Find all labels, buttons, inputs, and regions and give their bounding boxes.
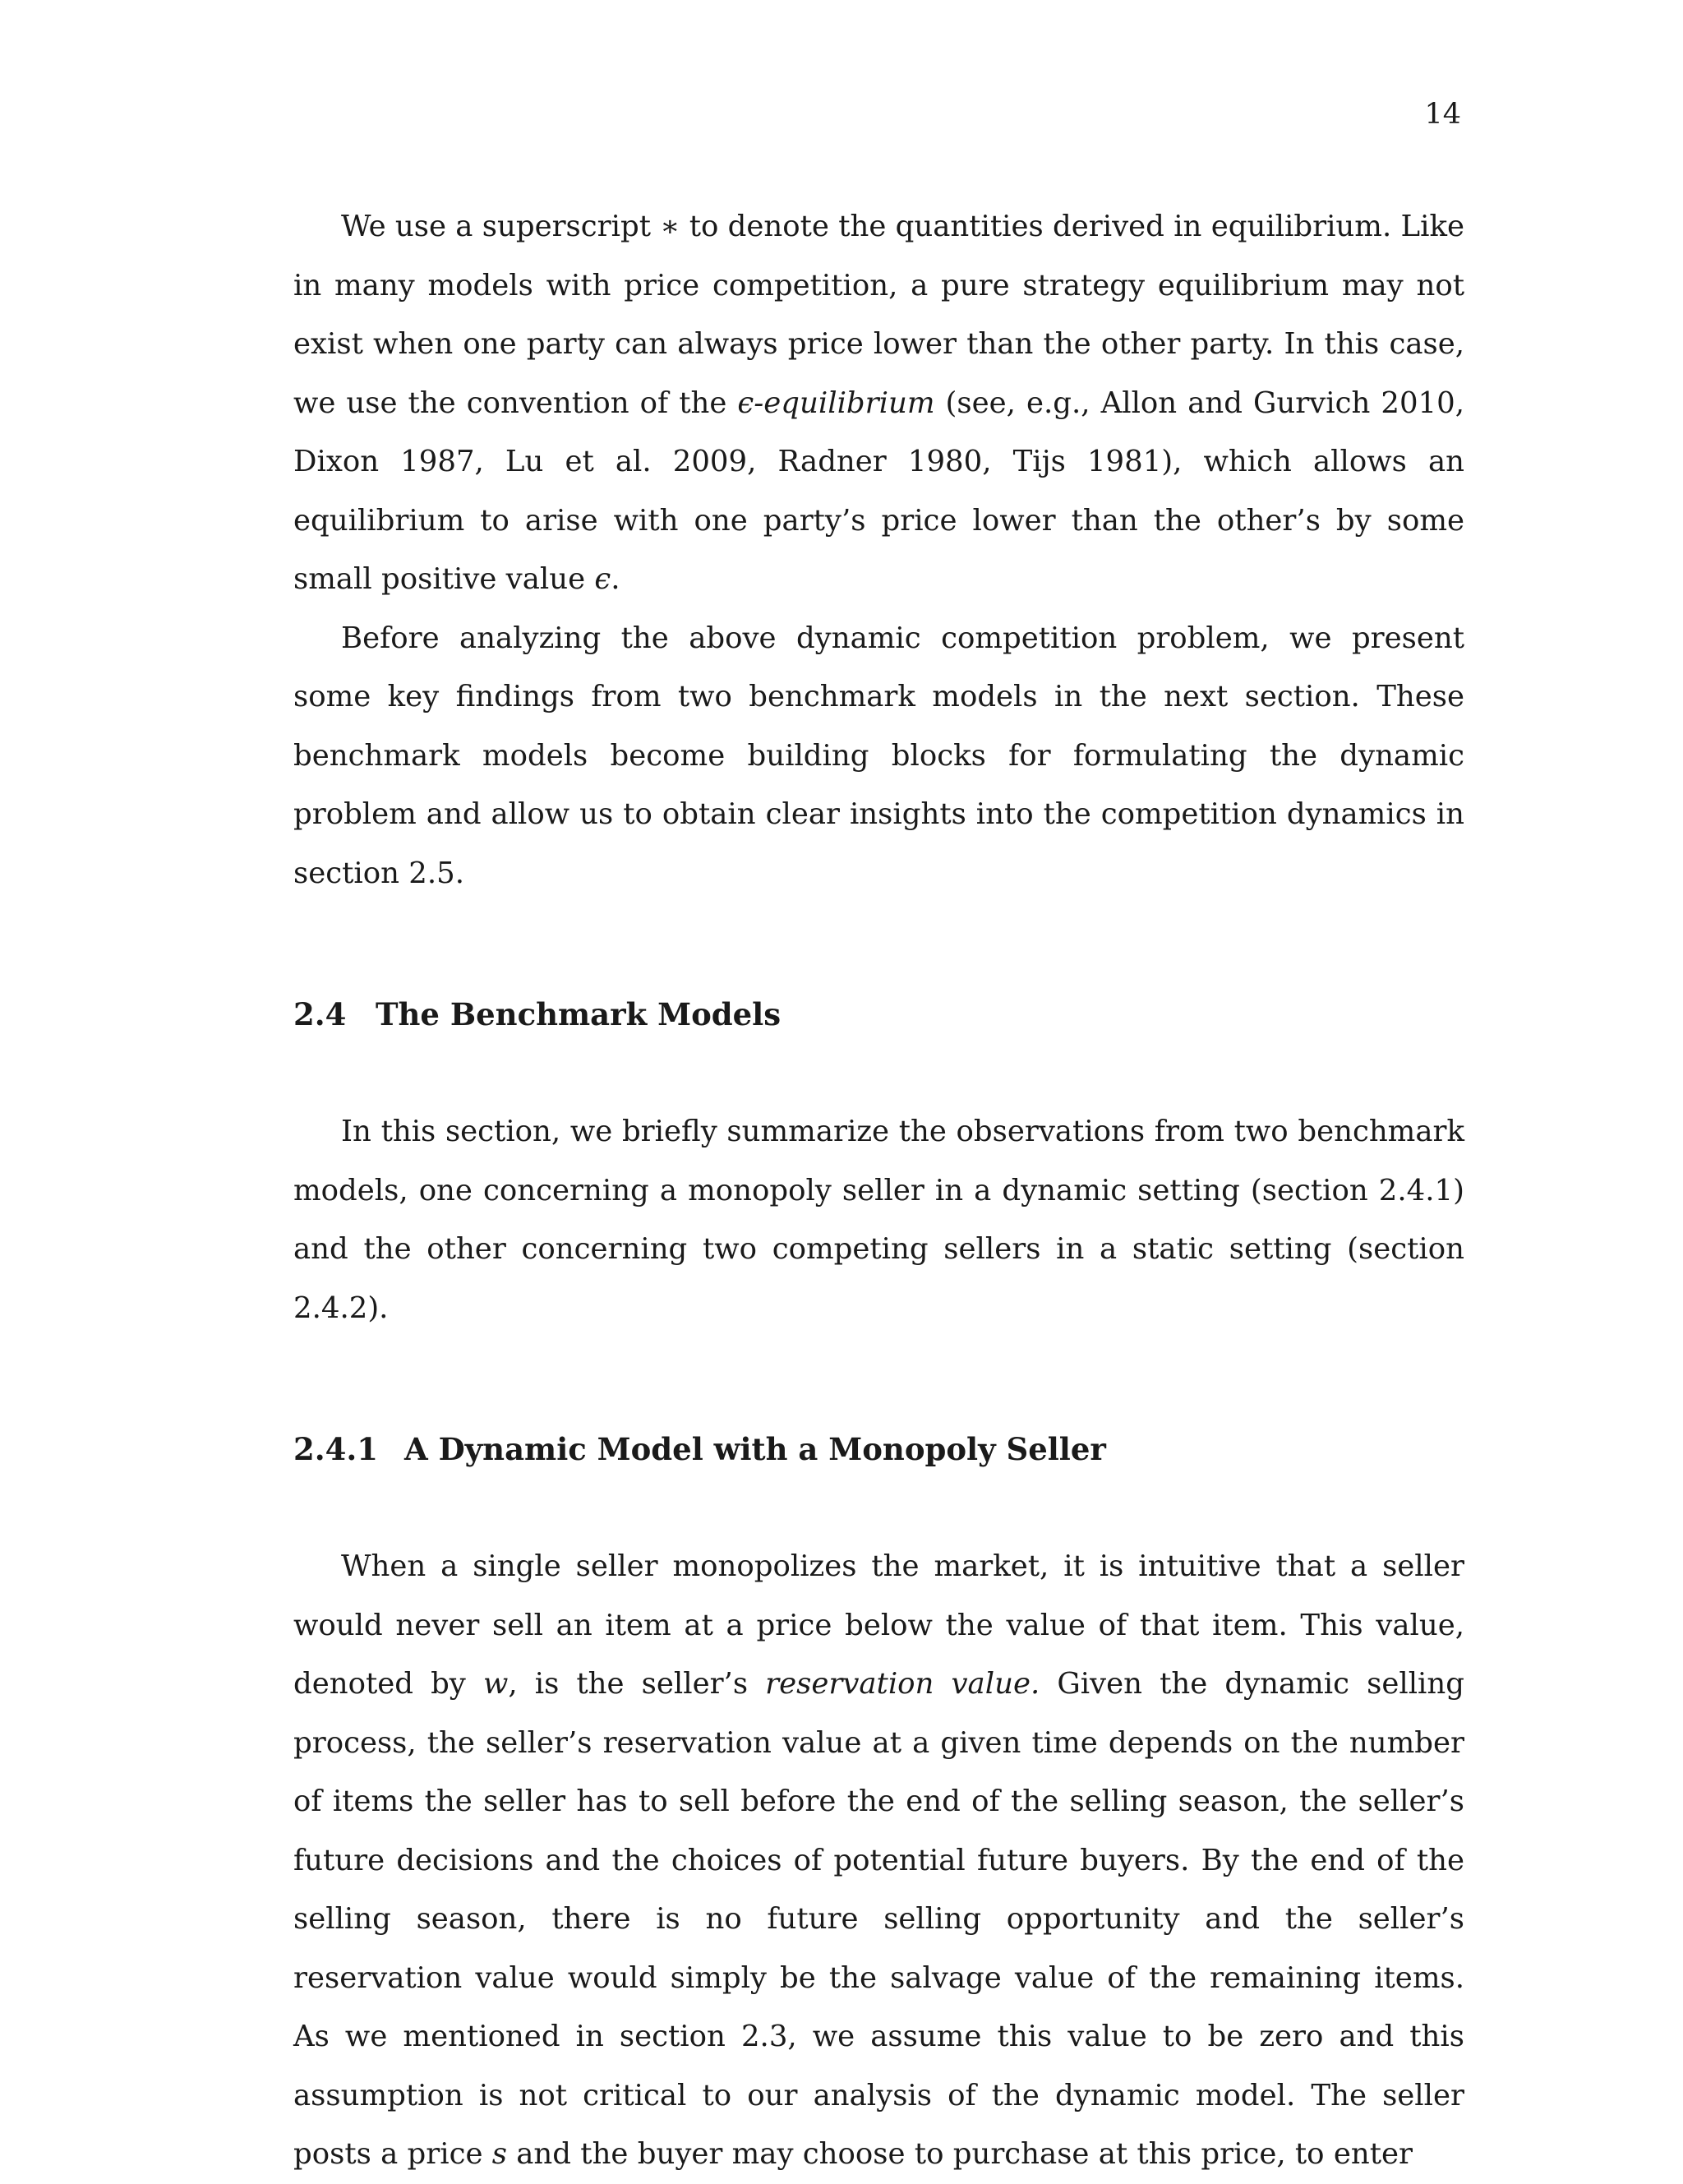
- epsilon-equilibrium-term: -equilibrium: [754, 386, 935, 420]
- subsection-heading: [293, 1431, 1464, 1467]
- p4-text-a: When a single seller monopolizes the market, it is intuitive that a seller would never sell an item at a price below the value of that item. This value, denoted by: [293, 1549, 1464, 1701]
- page-body: [293, 197, 1464, 2184]
- p1-text-b: to denote the quantities derived in equilibrium. Like in many models with price competition, a pure strategy equilibrium may not exist when one party can always price lower than the other party. In this case, we use the convention of the: [293, 210, 1464, 420]
- p1-text-a: We use a superscript: [341, 210, 661, 243]
- subsection-number: 2.4.1: [293, 1431, 378, 1467]
- star-symbol: ∗: [660, 210, 680, 243]
- page-number: 14: [1424, 98, 1461, 131]
- p1-text-c: (see, e.g., Allon and Gurvich 2010, Dixon 1987, Lu et al. 2009, Radner 1980, Tijs 1981), which allows an equilibrium to arise with one party’s price lower than the other’s by some small positive value: [293, 386, 1464, 596]
- section-heading: [293, 996, 1464, 1032]
- paragraph-monopoly-seller: [293, 1537, 1464, 2184]
- epsilon-symbol-end: ϵ: [594, 562, 611, 596]
- paragraph-equilibrium-notation: [293, 197, 1464, 609]
- reservation-value-term: reservation value.: [765, 1667, 1040, 1701]
- section-title: The Benchmark Models: [376, 996, 782, 1032]
- p4-text-c: Given the dynamic selling process, the seller’s reservation value at a given time depends on the number of items the seller has to sell before the end of the selling season, the seller’s future decisions and the choices of potential future buyers. By the end of the selling season, there is no future selling opportunity and the seller’s reservation value would simply be the salvage value of the remaining items. As we mentioned in section 2.3, we assume this value to be zero and this assumption is not critical to our analysis of the dynamic model. The seller posts a price: [293, 1667, 1464, 2171]
- p4-text-d: and the buyer may choose to purchase at this price, to enter: [506, 2137, 1413, 2171]
- paragraph-section-summary: In this section, we briefly summarize the observations from two benchmark models, one concerning a monopoly seller in a dynamic setting (section 2.4.1) and the other concerning two competing sellers in a static setting (section 2.4.2).: [293, 1115, 1464, 1325]
- s-variable: s: [491, 2137, 507, 2171]
- p1-text-end: .: [611, 562, 620, 596]
- paragraph-benchmark-intro: Before analyzing the above dynamic competition problem, we present some key findings from two benchmark models in the next section. These benchmark models become building blocks for formulating the dynamic problem and allow us to obtain clear insights into the competition dynamics in section 2.5.: [293, 621, 1464, 890]
- p4-text-b: , is the seller’s: [508, 1667, 766, 1701]
- epsilon-symbol: ϵ: [737, 386, 754, 420]
- subsection-title: A Dynamic Model with a Monopoly Seller: [404, 1431, 1106, 1467]
- section-number: 2.4: [293, 996, 347, 1032]
- w-variable: w: [482, 1667, 509, 1701]
